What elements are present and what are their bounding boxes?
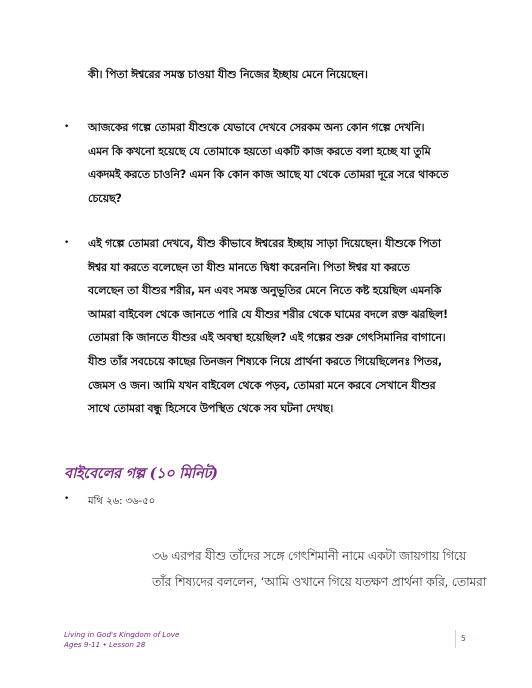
scripture-line: তাঁর শিষ্যদের বললেন, ‘আমি ওখানে গিয়ে যতক্ষণ প্রার্থনা করি, তোমরা	[152, 574, 487, 589]
text-line: এই গল্পে তোমরা দেখবে, যীশু কীভাবে ঈশ্বরের ইচ্ছায় সাড়া দিয়েছেন। যীশুকে পিতা	[88, 237, 441, 250]
text-line: একদমই করতে চাওনি? এমন কি কোন কাজ আছে যা থেকে তোমরা দূরে সরে থাকতে	[88, 168, 449, 182]
page-number: 5	[461, 634, 466, 643]
scripture-reference: মথি ২৬: ৩৬-৫০	[88, 496, 156, 507]
text-line: তোমরা কি জানতে যীশুর এই অবস্থা হয়েছিল? এই গল্পের শুরু গেৎসিমানির বাগানে।	[88, 331, 446, 345]
page-footer	[64, 630, 179, 650]
footer-divider	[455, 630, 456, 648]
section-heading: বাইবেলের গল্প (১০ মিনিট)	[64, 465, 218, 482]
text-line: জেমস ও জন। আমি যখন বাইবেল থেকে পড়ব, তোমরা মনে করবে সেখানে যীশুর	[88, 378, 436, 392]
scripture-line: ৩৬ এরপর যীশু তাঁদের সঙ্গে গেৎশিমানী নামে একটা জায়গায় গিয়ে	[152, 548, 466, 563]
text-line: কী। পিতা ঈশ্বরের সমস্ত চাওয়া যীশু নিজের ইচ্ছায় মেনে নিয়েছেন।	[88, 68, 368, 81]
text-line: চেয়েছ?	[88, 191, 122, 205]
bullet-icon: •	[64, 238, 70, 248]
paragraph-story-intro	[88, 232, 448, 421]
paragraph-intro-continuation	[88, 63, 368, 87]
text-line: ঈশ্বর যা করতে বলেছেন তা যীশু মানতে দ্বিধা করেননি। পিতা ঈশ্বর যা করতে	[88, 260, 410, 274]
text-line: এমন কি কখনো হয়েছে যে তোমাকে হয়তো একটি কাজ করতে বলা হচ্ছে যা তুমি	[88, 144, 431, 158]
bullet-icon: •	[64, 122, 70, 132]
paragraph-question	[88, 116, 448, 210]
text-line: আজকের গল্পে তোমরা যীশুকে যেভাবে দেখবে সেরকম অন্য কোন গল্পে দেখনি।	[88, 121, 425, 134]
text-line: সাথে তোমরা বন্ধু হিসেবে উপস্থিত থেকে সব ঘটনা দেখছ।	[88, 402, 334, 416]
footer-title: Living in God's Kingdom of Love	[64, 630, 180, 639]
text-line: বলেছেন তা যীশুর শরীর, মন এবং সমস্ত অনুভূতির মেনে নিতে কষ্ট হয়েছিল এমনকি	[88, 284, 442, 298]
scripture-passage	[152, 543, 486, 595]
text-line: যীশু তাঁর সবচেয়ে কাছের তিনজন শিষ্যকে নিয়ে প্রার্থনা করতে গিয়েছিলেনঃ পিতর,	[88, 354, 442, 368]
bullet-icon: •	[64, 494, 70, 504]
text-line: আমরা বাইবেল থেকে জানতে পারি যে যীশুর শরীর থেকে ঘামের বদলে রক্ত ঝরছিল!	[88, 307, 448, 321]
footer-subtitle: Ages 9-11 • Lesson 28	[64, 640, 146, 649]
